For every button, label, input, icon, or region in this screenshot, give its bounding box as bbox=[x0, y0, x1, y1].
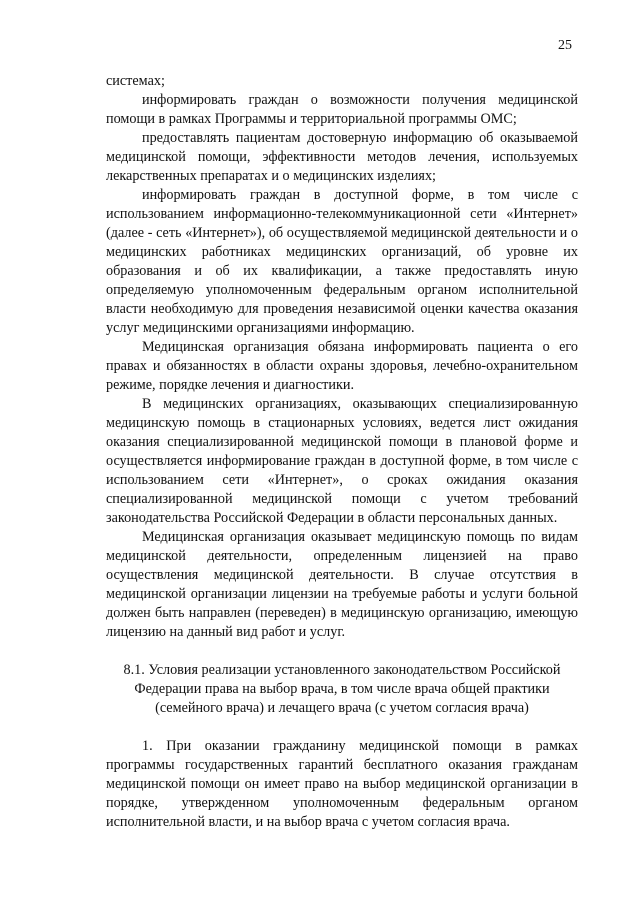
paragraph-patient-rights: Медицинская организация обязана информировать пациента о его правах и обязанностях в области охраны здоровья, лечебно-охранительном режиме, порядке лечения и диагностики. bbox=[106, 339, 578, 393]
section-heading: 8.1. Условия реализации установленного законодательством Российской Федерации права на выбор врача, в том числе врача общей практики (семейного врача) и лечащего врача (с учетом согласия врача) bbox=[123, 662, 561, 716]
paragraph-license: Медицинская организация оказывает медицинскую помощь по видам медицинской деятельности, определенным лицензией на право осуществления медицинской деятельности. В случае отсутствия в медицинской организации лицензии на требуемые работы и услуги больной должен быть направлен (переведен) в медицинскую организацию, имеющую лицензию на данный вид работ и услуг. bbox=[106, 529, 578, 640]
page-number: 25 bbox=[558, 38, 572, 53]
paragraph-provide-info: предоставлять пациентам достоверную информацию об оказываемой медицинской помощи, эффективности методов лечения, используемых лекарственных препаратах и о медицинских изделиях; bbox=[106, 130, 578, 184]
paragraph-internet-info: информировать граждан в доступной форме, в том числе с использованием информационно-телекоммуникационной сети «Интернет» (далее - сеть «Интернет»), об осуществляемой медицинской деятельности и о медицинских работниках медицинских организаций, об уровне их образования и об их квалификации, а также предоставлять иную определяемую уполномоченным федеральным органом исполнительной власти необходимую для проведения независимой оценки качества оказания услуг медицинскими организациями информацию. bbox=[106, 187, 578, 336]
paragraph-inform-programs: информировать граждан о возможности получения медицинской помощи в рамках Программы и территориальной программы ОМС; bbox=[106, 92, 578, 127]
paragraph-waiting-list: В медицинских организациях, оказывающих специализированную медицинскую помощь в стационарных условиях, ведется лист ожидания оказания специализированной медицинской помощи в плановой форме и осуществляется информирование граждан в доступной форме, в том числе с использованием сети «Интернет», о сроках ожидания оказания специализированной медицинской помощи с учетом требований законодательства Российской Федерации в области персональных данных. bbox=[106, 396, 578, 526]
paragraph-continuation: системах; bbox=[106, 73, 165, 89]
document-body bbox=[106, 72, 578, 832]
paragraph-choice-of-doctor: 1. При оказании гражданину медицинской помощи в рамках программы государственных гарантий бесплатного оказания гражданам медицинской помощи он имеет право на выбор медицинской организации в порядке, утвержденном уполномоченным федеральным органом исполнительной власти, и на выбор врача с учетом согласия врача. bbox=[106, 738, 578, 830]
